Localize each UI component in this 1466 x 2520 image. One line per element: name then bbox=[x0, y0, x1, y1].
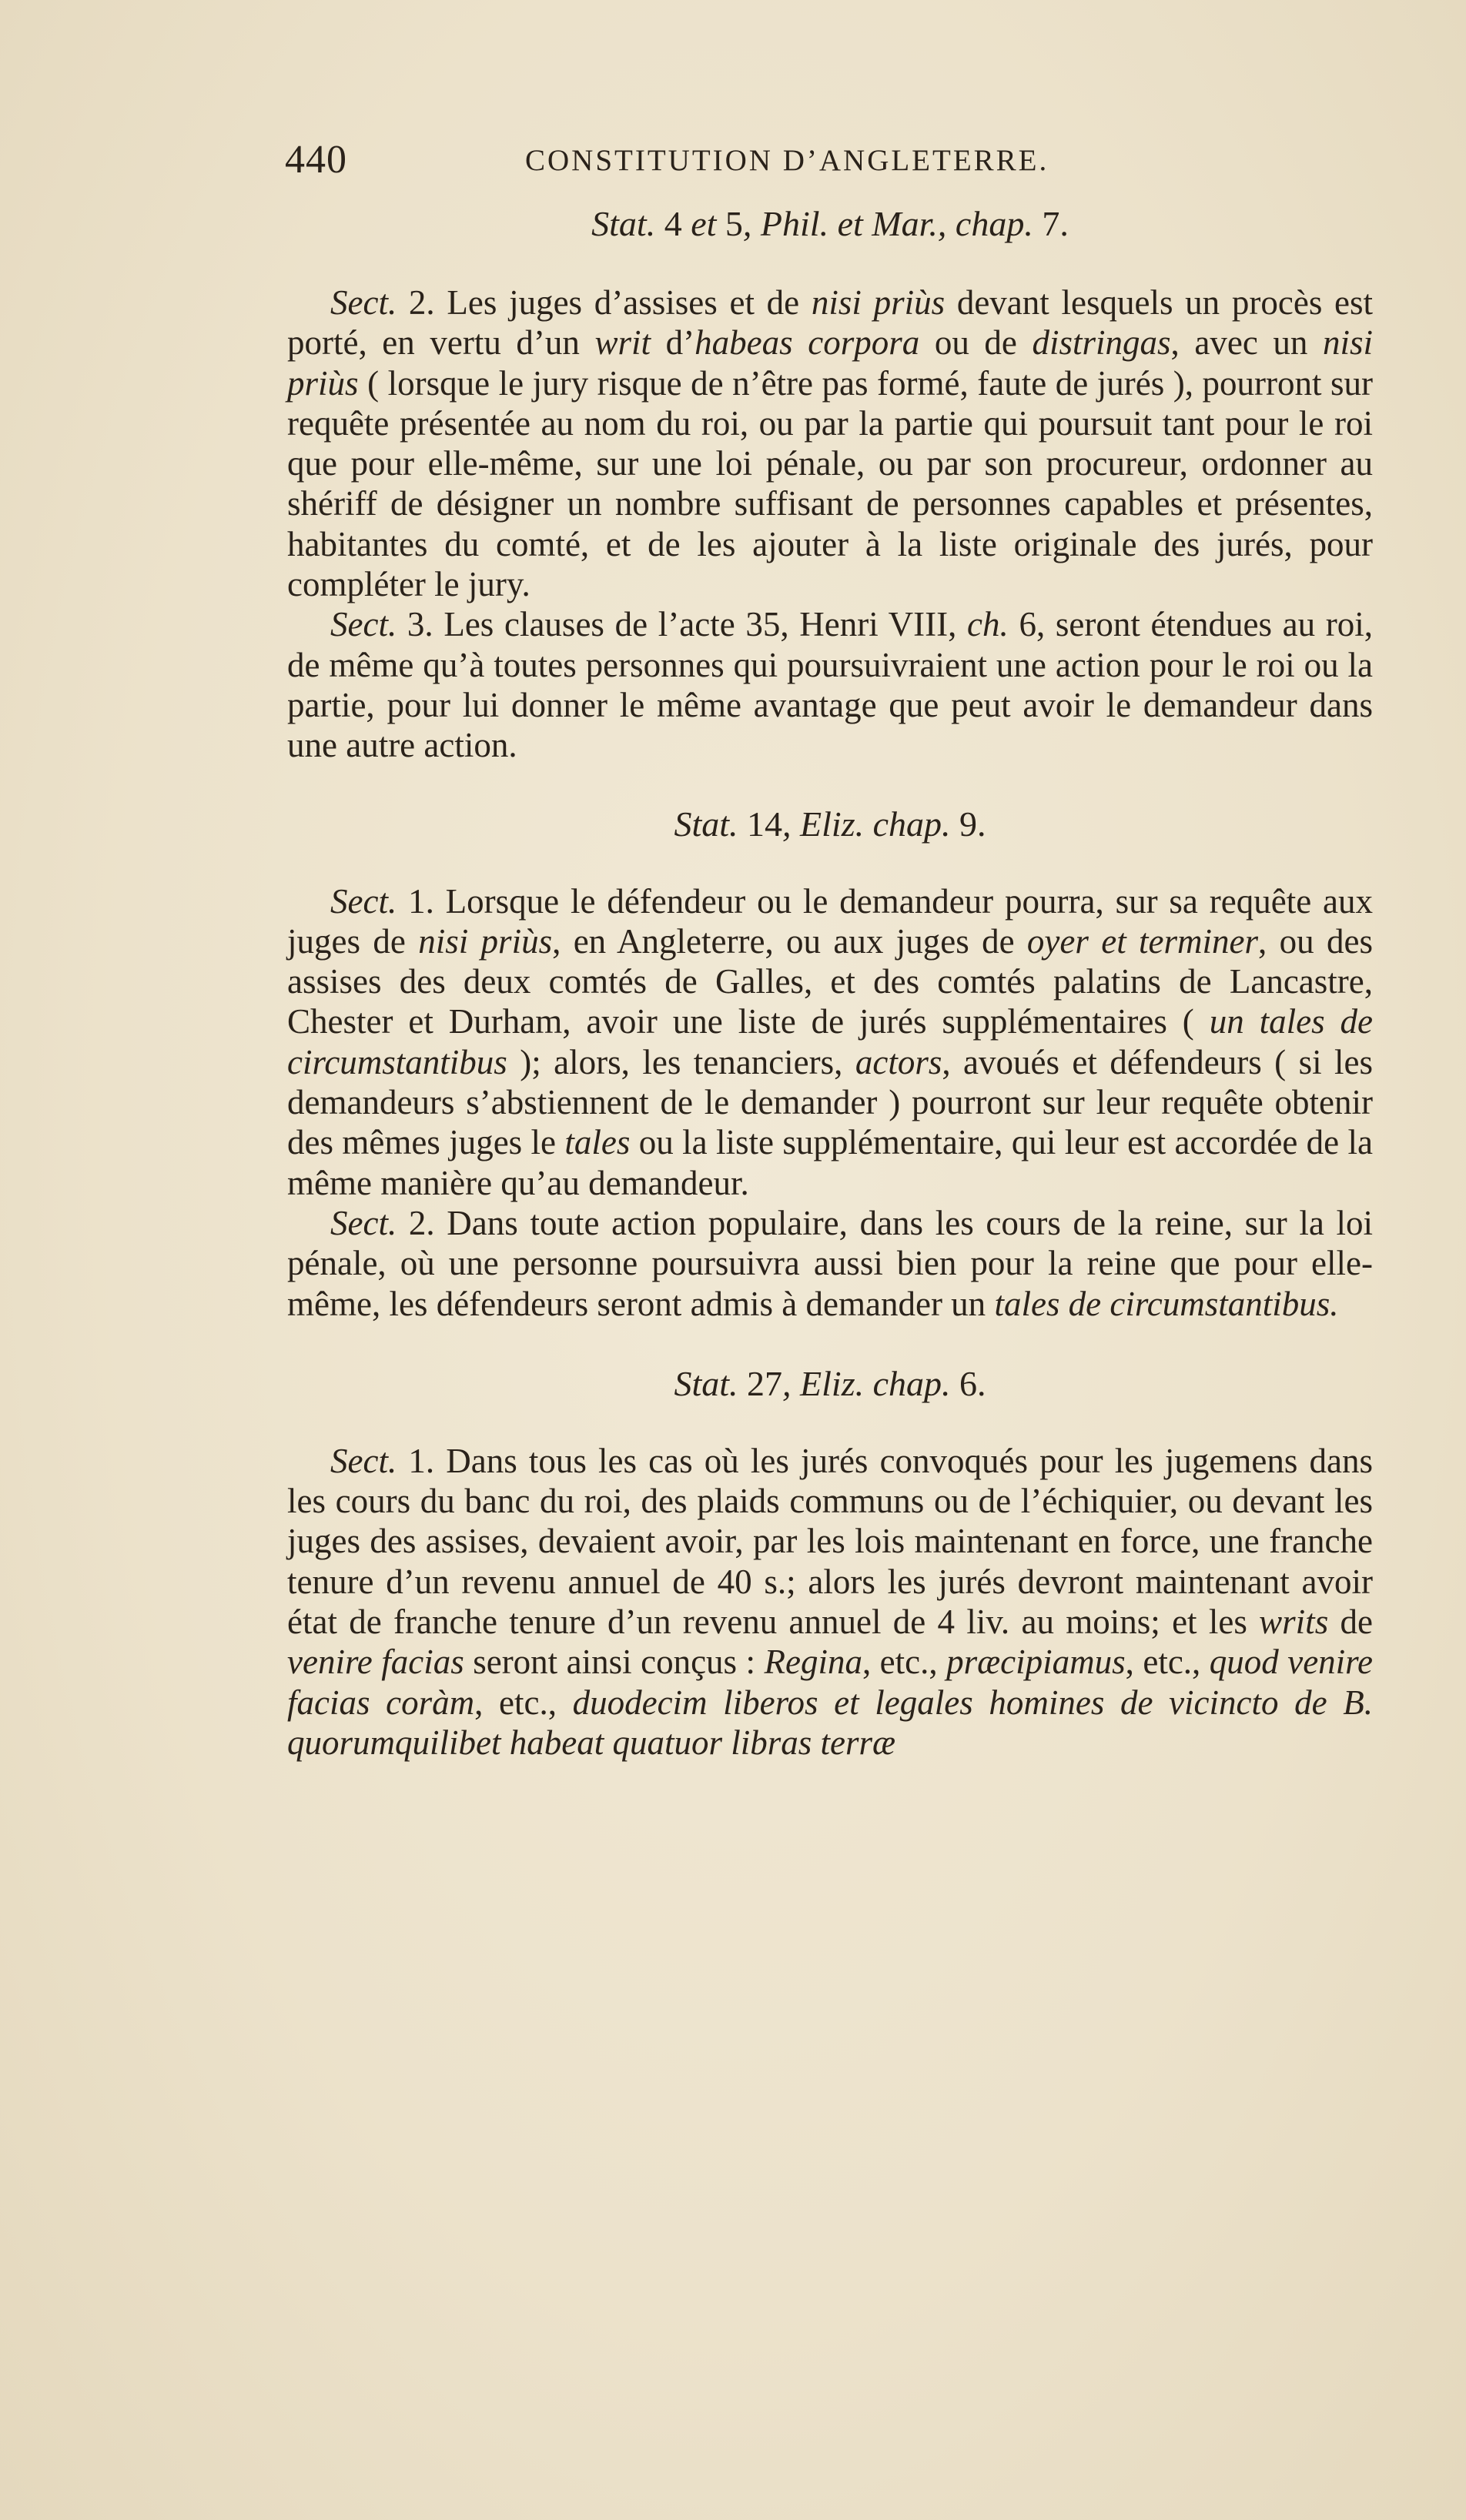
heading-rest: , Phil. et Mar., chap. bbox=[742, 204, 1033, 243]
section-number: 1. bbox=[408, 1441, 435, 1480]
heading-rest: , Eliz. chap. bbox=[782, 804, 951, 844]
heading-middle: et bbox=[691, 204, 717, 243]
text-run: 6, seront étendues au roi, de même qu’à toutes personnes qui poursuivraient une action pour le roi ou la partie, pour lui donner le même avantage que peut avoir le demandeur dans une autre action. bbox=[287, 605, 1374, 765]
italic-run: distringas bbox=[1032, 323, 1171, 363]
italic-run: writs bbox=[1259, 1603, 1329, 1642]
text-run: seront ainsi conçus : bbox=[473, 1643, 756, 1682]
italic-run: habeas corpora bbox=[695, 323, 920, 363]
section-label: Sect. bbox=[330, 1203, 397, 1242]
section-number: 2. bbox=[408, 283, 435, 322]
text-run: , avec un bbox=[1170, 323, 1308, 363]
section-number: 2. bbox=[408, 1203, 435, 1242]
section-number: 1. bbox=[408, 881, 434, 921]
page-body bbox=[287, 204, 1373, 1763]
italic-run: venire facias bbox=[287, 1643, 464, 1682]
heading-number: 14 bbox=[747, 804, 783, 844]
heading-number: 4 bbox=[664, 204, 682, 243]
page-number: 440 bbox=[285, 138, 347, 182]
italic-run: tales bbox=[564, 1123, 631, 1162]
italic-run: actors bbox=[855, 1042, 942, 1081]
italic-run: tales de circumstantibus. bbox=[994, 1284, 1339, 1323]
italic-run: ch. bbox=[967, 605, 1009, 644]
statute-heading-2 bbox=[287, 804, 1373, 844]
section-label: Sect. bbox=[330, 1441, 397, 1480]
heading-chapter: 6. bbox=[959, 1363, 986, 1403]
text-run: Dans tous les cas où les jurés convoqués pour les jugemens dans les cours du banc du roi, des plaids communs ou de l’échiquier, ou devant les juges des assises, devaient avoir, par les lois maintenant en force, une franche tenure d’un revenu annuel de 40 s.; alors les jurés devront maintenant avoir état de franche tenure d’un revenu annuel de 4 liv. au moins; et les bbox=[287, 1441, 1374, 1642]
section-label: Sect. bbox=[330, 283, 397, 322]
section-paragraph bbox=[287, 282, 1373, 604]
statute-heading-3 bbox=[287, 1364, 1373, 1404]
heading-number: 27 bbox=[747, 1363, 783, 1403]
italic-run: oyer et terminer bbox=[1026, 921, 1259, 961]
italic-run: writ bbox=[594, 323, 651, 363]
text-run: de bbox=[1340, 1603, 1373, 1642]
running-title: CONSTITUTION D’ANGLETERRE. bbox=[525, 144, 1049, 177]
text-run: Les clauses de l’acte 35, Henri VIII, bbox=[443, 605, 957, 644]
statute-heading-1 bbox=[287, 204, 1373, 244]
heading-number-2: 5 bbox=[725, 204, 743, 243]
text-run: Les juges d’assises et de bbox=[447, 283, 800, 322]
section-paragraph bbox=[287, 1441, 1373, 1763]
heading-rest: , Eliz. chap. bbox=[782, 1363, 951, 1403]
text-run: , ou des assises des deux comtés de Galles, et des comtés palatins de Lancastre, Chester et Durham, avoir une liste de jurés supplémentaires ( bbox=[287, 921, 1373, 1041]
text-run: devant lesquels un procès est porté, en vertu d’un bbox=[287, 283, 1374, 363]
text-run: d’ bbox=[665, 323, 695, 363]
italic-run: un tales de circumstantibus bbox=[287, 1002, 1374, 1081]
text-run: , etc., bbox=[1125, 1643, 1201, 1682]
section-label: Sect. bbox=[330, 605, 397, 644]
italic-run: nisi priùs bbox=[418, 921, 553, 961]
text-run: Lorsque le défendeur ou le demandeur pourra, sur sa requête aux juges de bbox=[287, 881, 1374, 961]
heading-prefix: Stat. bbox=[591, 204, 656, 243]
text-run: ou la liste supplémentaire, qui leur est accordée de la même manière qu’au demandeur. bbox=[287, 1123, 1373, 1202]
section-number: 3. bbox=[407, 605, 433, 644]
heading-prefix: Stat. bbox=[674, 1363, 738, 1403]
italic-run: præcipiamus bbox=[946, 1643, 1126, 1682]
heading-prefix: Stat. bbox=[674, 804, 738, 844]
section-label: Sect. bbox=[330, 881, 397, 921]
italic-run: nisi priùs bbox=[811, 283, 946, 322]
text-run: ( lorsque le jury risque de n’être pas formé, faute de jurés ), pourront sur requête présentée au nom du roi, ou par la partie qui poursuit tant pour le roi que pour elle-même, sur une loi pénale, ou par son procureur, ordonner au shériff de désigner un nombre suffisant de personnes capables et présentes, habitantes du comté, et de les ajouter à la liste originale des jurés, pour compléter le jury. bbox=[287, 363, 1373, 604]
text-run: , en Angleterre, ou aux juges de bbox=[552, 921, 1015, 961]
text-run: , avoués et défendeurs ( si les demandeurs s’abstiennent de le demander ) pourront sur leur requête obtenir des mêmes juges le bbox=[287, 1042, 1374, 1162]
heading-chapter: 9. bbox=[959, 804, 986, 844]
text-run: ou de bbox=[934, 323, 1017, 363]
section-paragraph bbox=[287, 881, 1373, 1203]
text-run: ); alors, les tenanciers, bbox=[520, 1042, 843, 1081]
text-run: , etc., bbox=[474, 1683, 557, 1722]
italic-run: quod venire facias coràm bbox=[287, 1643, 1373, 1722]
italic-run: nisi priùs bbox=[287, 323, 1374, 403]
running-head bbox=[285, 137, 1124, 191]
italic-run: Regina bbox=[764, 1643, 862, 1682]
text-run: , etc., bbox=[862, 1643, 938, 1682]
section-paragraph bbox=[287, 1203, 1373, 1324]
text-run: Dans toute action populaire, dans les cours de la reine, sur la loi pénale, où une personne poursuivra aussi bien pour la reine que pour elle-même, les défendeurs seront admis à demander un bbox=[287, 1203, 1373, 1323]
heading-chapter: 7. bbox=[1042, 204, 1069, 243]
section-paragraph bbox=[287, 604, 1373, 765]
italic-run: duodecim liberos et legales homines de vicincto de B. quorumquilibet habeat quatuor libras terræ bbox=[287, 1683, 1373, 1762]
